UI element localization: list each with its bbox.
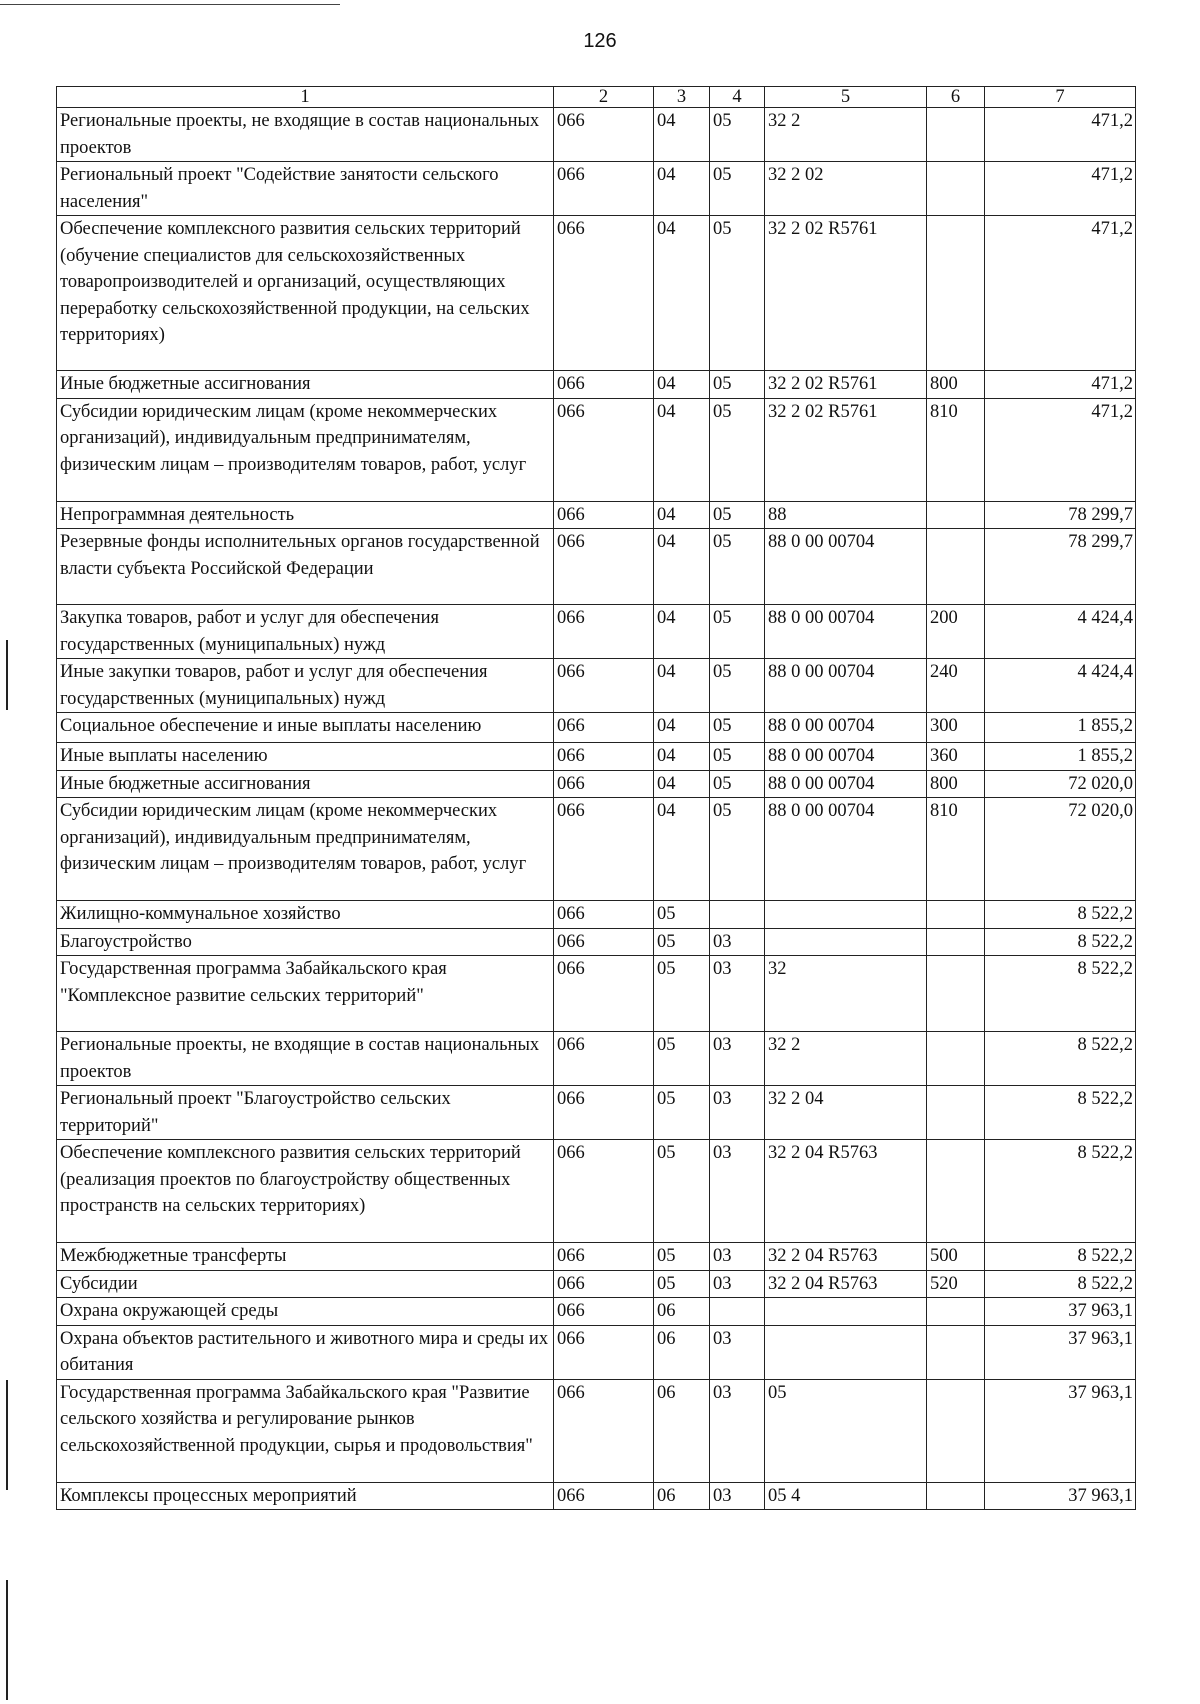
row-name: Благоустройство bbox=[57, 928, 554, 956]
row-code-target: 88 0 00 00704 bbox=[765, 713, 927, 743]
row-code-admin: 066 bbox=[554, 1325, 654, 1379]
row-code-target: 32 2 02 R5761 bbox=[765, 371, 927, 399]
table-row bbox=[57, 529, 1136, 605]
row-code-target: 88 0 00 00704 bbox=[765, 605, 927, 659]
column-header: 1 bbox=[57, 87, 554, 108]
row-code-section: 04 bbox=[654, 108, 710, 162]
row-amount: 8 522,2 bbox=[985, 1140, 1136, 1243]
row-amount: 8 522,2 bbox=[985, 956, 1136, 1032]
row-code-subsection: 05 bbox=[710, 216, 765, 371]
row-name: Региональный проект "Содействие занятости сельского населения" bbox=[57, 162, 554, 216]
row-code-expense-type bbox=[927, 1298, 985, 1326]
row-code-admin: 066 bbox=[554, 398, 654, 501]
column-header: 2 bbox=[554, 87, 654, 108]
table-row bbox=[57, 108, 1136, 162]
row-code-subsection: 03 bbox=[710, 1243, 765, 1271]
row-code-expense-type: 500 bbox=[927, 1243, 985, 1271]
row-code-section: 04 bbox=[654, 659, 710, 713]
row-code-section: 04 bbox=[654, 398, 710, 501]
table-row bbox=[57, 1086, 1136, 1140]
table-row bbox=[57, 162, 1136, 216]
table-row bbox=[57, 928, 1136, 956]
row-code-subsection: 03 bbox=[710, 1379, 765, 1482]
row-code-target: 32 2 04 R5763 bbox=[765, 1140, 927, 1243]
row-code-subsection: 03 bbox=[710, 1032, 765, 1086]
table-row bbox=[57, 798, 1136, 901]
row-name: Обеспечение комплексного развития сельских территорий (реализация проектов по благоустройству общественных пространств на сельских территориях) bbox=[57, 1140, 554, 1243]
row-code-expense-type: 200 bbox=[927, 605, 985, 659]
row-code-subsection: 05 bbox=[710, 770, 765, 798]
row-code-admin: 066 bbox=[554, 501, 654, 529]
row-code-expense-type bbox=[927, 901, 985, 929]
row-code-admin: 066 bbox=[554, 713, 654, 743]
row-code-target: 32 2 02 bbox=[765, 162, 927, 216]
row-code-expense-type bbox=[927, 1482, 985, 1510]
row-code-target: 32 2 bbox=[765, 108, 927, 162]
row-code-target: 32 2 02 R5761 bbox=[765, 216, 927, 371]
row-code-section: 06 bbox=[654, 1298, 710, 1326]
row-code-admin: 066 bbox=[554, 108, 654, 162]
row-amount: 471,2 bbox=[985, 162, 1136, 216]
row-code-target: 88 bbox=[765, 501, 927, 529]
table-body bbox=[57, 108, 1136, 1510]
table-row bbox=[57, 956, 1136, 1032]
row-code-admin: 066 bbox=[554, 659, 654, 713]
table-row bbox=[57, 216, 1136, 371]
row-code-subsection: 05 bbox=[710, 713, 765, 743]
row-amount: 37 963,1 bbox=[985, 1298, 1136, 1326]
row-code-section: 05 bbox=[654, 1032, 710, 1086]
row-name: Комплексы процессных мероприятий bbox=[57, 1482, 554, 1510]
page-number: 126 bbox=[583, 30, 617, 52]
row-code-target bbox=[765, 901, 927, 929]
row-amount: 1 855,2 bbox=[985, 743, 1136, 771]
row-code-expense-type bbox=[927, 1140, 985, 1243]
row-code-subsection: 03 bbox=[710, 1140, 765, 1243]
row-code-section: 04 bbox=[654, 605, 710, 659]
row-name: Субсидии юридическим лицам (кроме некоммерческих организаций), индивидуальным предпринимателям, физическим лицам – производителям товаров, работ, услуг bbox=[57, 798, 554, 901]
row-code-admin: 066 bbox=[554, 529, 654, 605]
row-code-section: 05 bbox=[654, 956, 710, 1032]
row-code-subsection: 05 bbox=[710, 371, 765, 399]
column-header: 5 bbox=[765, 87, 927, 108]
row-amount: 8 522,2 bbox=[985, 1270, 1136, 1298]
row-code-subsection: 05 bbox=[710, 529, 765, 605]
row-name: Региональные проекты, не входящие в состав национальных проектов bbox=[57, 1032, 554, 1086]
row-amount: 8 522,2 bbox=[985, 901, 1136, 929]
row-code-expense-type: 800 bbox=[927, 371, 985, 399]
row-code-subsection: 03 bbox=[710, 1270, 765, 1298]
row-code-admin: 066 bbox=[554, 770, 654, 798]
row-code-target: 05 bbox=[765, 1379, 927, 1482]
row-code-admin: 066 bbox=[554, 605, 654, 659]
row-code-subsection: 05 bbox=[710, 501, 765, 529]
row-name: Субсидии юридическим лицам (кроме некоммерческих организаций), индивидуальным предпринимателям, физическим лицам – производителям товаров, работ, услуг bbox=[57, 398, 554, 501]
row-name: Закупка товаров, работ и услуг для обеспечения государственных (муниципальных) нужд bbox=[57, 605, 554, 659]
row-name: Охрана объектов растительного и животного мира и среды их обитания bbox=[57, 1325, 554, 1379]
row-amount: 78 299,7 bbox=[985, 529, 1136, 605]
row-code-admin: 066 bbox=[554, 162, 654, 216]
row-code-target bbox=[765, 928, 927, 956]
row-code-expense-type: 520 bbox=[927, 1270, 985, 1298]
row-code-subsection: 03 bbox=[710, 1482, 765, 1510]
row-name: Субсидии bbox=[57, 1270, 554, 1298]
row-name: Обеспечение комплексного развития сельских территорий (обучение специалистов для сельскохозяйственных товаропроизводителей и организаций, осуществляющих переработку сельскохозяйственной продукции, на сельских территориях) bbox=[57, 216, 554, 371]
row-code-admin: 066 bbox=[554, 1086, 654, 1140]
row-code-expense-type: 800 bbox=[927, 770, 985, 798]
row-code-subsection bbox=[710, 1298, 765, 1326]
row-code-admin: 066 bbox=[554, 901, 654, 929]
row-code-target: 32 2 04 R5763 bbox=[765, 1270, 927, 1298]
table-row bbox=[57, 1298, 1136, 1326]
column-header: 7 bbox=[985, 87, 1136, 108]
budget-table bbox=[56, 86, 1136, 1510]
row-code-section: 04 bbox=[654, 216, 710, 371]
row-code-target bbox=[765, 1298, 927, 1326]
row-code-target: 32 bbox=[765, 956, 927, 1032]
row-amount: 471,2 bbox=[985, 371, 1136, 399]
row-code-subsection: 03 bbox=[710, 956, 765, 1032]
row-name: Иные закупки товаров, работ и услуг для обеспечения государственных (муниципальных) нужд bbox=[57, 659, 554, 713]
row-amount: 471,2 bbox=[985, 398, 1136, 501]
row-code-target: 32 2 04 bbox=[765, 1086, 927, 1140]
row-code-subsection: 05 bbox=[710, 659, 765, 713]
row-name: Иные бюджетные ассигнования bbox=[57, 770, 554, 798]
column-header: 3 bbox=[654, 87, 710, 108]
row-amount: 37 963,1 bbox=[985, 1379, 1136, 1482]
row-code-target: 88 0 00 00704 bbox=[765, 659, 927, 713]
row-code-admin: 066 bbox=[554, 798, 654, 901]
row-code-admin: 066 bbox=[554, 1140, 654, 1243]
row-code-section: 04 bbox=[654, 770, 710, 798]
row-amount: 37 963,1 bbox=[985, 1482, 1136, 1510]
top-border-line bbox=[0, 4, 340, 5]
row-code-subsection: 05 bbox=[710, 798, 765, 901]
row-code-expense-type bbox=[927, 501, 985, 529]
row-amount: 8 522,2 bbox=[985, 1032, 1136, 1086]
row-code-subsection: 05 bbox=[710, 162, 765, 216]
row-code-admin: 066 bbox=[554, 1298, 654, 1326]
row-code-admin: 066 bbox=[554, 1243, 654, 1271]
row-code-expense-type bbox=[927, 216, 985, 371]
row-name: Межбюджетные трансферты bbox=[57, 1243, 554, 1271]
table-header-row bbox=[57, 87, 1136, 108]
row-code-admin: 066 bbox=[554, 743, 654, 771]
row-amount: 4 424,4 bbox=[985, 659, 1136, 713]
row-code-subsection: 05 bbox=[710, 398, 765, 501]
row-code-section: 06 bbox=[654, 1325, 710, 1379]
row-code-section: 06 bbox=[654, 1482, 710, 1510]
row-code-target bbox=[765, 1325, 927, 1379]
row-name: Непрограммная деятельность bbox=[57, 501, 554, 529]
table-row bbox=[57, 659, 1136, 713]
table-row bbox=[57, 605, 1136, 659]
column-header: 4 bbox=[710, 87, 765, 108]
row-code-admin: 066 bbox=[554, 1379, 654, 1482]
row-amount: 72 020,0 bbox=[985, 770, 1136, 798]
scan-margin-line bbox=[6, 640, 8, 710]
row-code-section: 04 bbox=[654, 798, 710, 901]
row-name: Государственная программа Забайкальского края "Комплексное развитие сельских территорий" bbox=[57, 956, 554, 1032]
row-code-target: 32 2 04 R5763 bbox=[765, 1243, 927, 1271]
row-code-expense-type bbox=[927, 529, 985, 605]
row-code-subsection: 03 bbox=[710, 1325, 765, 1379]
row-code-expense-type: 360 bbox=[927, 743, 985, 771]
scan-margin-line bbox=[6, 1380, 8, 1490]
row-code-target: 88 0 00 00704 bbox=[765, 798, 927, 901]
row-code-expense-type bbox=[927, 108, 985, 162]
row-code-expense-type bbox=[927, 956, 985, 1032]
row-code-expense-type: 300 bbox=[927, 713, 985, 743]
row-code-section: 05 bbox=[654, 1243, 710, 1271]
row-amount: 471,2 bbox=[985, 108, 1136, 162]
row-amount: 72 020,0 bbox=[985, 798, 1136, 901]
row-name: Иные выплаты населению bbox=[57, 743, 554, 771]
row-code-section: 04 bbox=[654, 743, 710, 771]
row-code-expense-type bbox=[927, 1086, 985, 1140]
row-code-section: 04 bbox=[654, 501, 710, 529]
row-amount: 1 855,2 bbox=[985, 713, 1136, 743]
row-amount: 37 963,1 bbox=[985, 1325, 1136, 1379]
row-name: Региональные проекты, не входящие в состав национальных проектов bbox=[57, 108, 554, 162]
table-row bbox=[57, 770, 1136, 798]
row-code-target: 32 2 bbox=[765, 1032, 927, 1086]
row-code-section: 05 bbox=[654, 1086, 710, 1140]
row-code-subsection: 03 bbox=[710, 1086, 765, 1140]
row-amount: 4 424,4 bbox=[985, 605, 1136, 659]
row-code-subsection: 05 bbox=[710, 605, 765, 659]
row-amount: 8 522,2 bbox=[985, 928, 1136, 956]
row-code-expense-type: 810 bbox=[927, 798, 985, 901]
row-name: Жилищно-коммунальное хозяйство bbox=[57, 901, 554, 929]
row-code-subsection: 05 bbox=[710, 743, 765, 771]
row-code-expense-type: 240 bbox=[927, 659, 985, 713]
row-code-subsection bbox=[710, 901, 765, 929]
row-code-target: 88 0 00 00704 bbox=[765, 770, 927, 798]
row-code-admin: 066 bbox=[554, 1482, 654, 1510]
row-name: Региональный проект "Благоустройство сельских территорий" bbox=[57, 1086, 554, 1140]
table-row bbox=[57, 1379, 1136, 1482]
row-code-section: 05 bbox=[654, 901, 710, 929]
row-name: Социальное обеспечение и иные выплаты населению bbox=[57, 713, 554, 743]
row-code-expense-type bbox=[927, 928, 985, 956]
row-code-admin: 066 bbox=[554, 371, 654, 399]
row-name: Иные бюджетные ассигнования bbox=[57, 371, 554, 399]
row-code-expense-type: 810 bbox=[927, 398, 985, 501]
row-code-expense-type bbox=[927, 1032, 985, 1086]
table-row bbox=[57, 713, 1136, 743]
row-name: Государственная программа Забайкальского края "Развитие сельского хозяйства и регулирование рынков сельскохозяйственной продукции, сырья и продовольствия" bbox=[57, 1379, 554, 1482]
row-code-target: 05 4 bbox=[765, 1482, 927, 1510]
row-code-target: 32 2 02 R5761 bbox=[765, 398, 927, 501]
row-code-admin: 066 bbox=[554, 928, 654, 956]
row-code-expense-type bbox=[927, 1379, 985, 1482]
row-code-section: 06 bbox=[654, 1379, 710, 1482]
row-code-section: 05 bbox=[654, 928, 710, 956]
row-amount: 471,2 bbox=[985, 216, 1136, 371]
row-code-expense-type bbox=[927, 1325, 985, 1379]
row-name: Охрана окружающей среды bbox=[57, 1298, 554, 1326]
table-row bbox=[57, 901, 1136, 929]
row-code-section: 05 bbox=[654, 1140, 710, 1243]
table-row bbox=[57, 1032, 1136, 1086]
row-code-subsection: 03 bbox=[710, 928, 765, 956]
table-row bbox=[57, 371, 1136, 399]
table-row bbox=[57, 743, 1136, 771]
row-code-section: 04 bbox=[654, 162, 710, 216]
row-code-target: 88 0 00 00704 bbox=[765, 743, 927, 771]
row-name: Резервные фонды исполнительных органов государственной власти субъекта Российской Федерации bbox=[57, 529, 554, 605]
row-code-subsection: 05 bbox=[710, 108, 765, 162]
row-amount: 78 299,7 bbox=[985, 501, 1136, 529]
row-code-section: 04 bbox=[654, 529, 710, 605]
row-code-admin: 066 bbox=[554, 1032, 654, 1086]
row-code-admin: 066 bbox=[554, 956, 654, 1032]
table-row bbox=[57, 1270, 1136, 1298]
row-code-expense-type bbox=[927, 162, 985, 216]
row-code-admin: 066 bbox=[554, 216, 654, 371]
table-row bbox=[57, 1325, 1136, 1379]
table-row bbox=[57, 1243, 1136, 1271]
row-code-target: 88 0 00 00704 bbox=[765, 529, 927, 605]
table-row bbox=[57, 1140, 1136, 1243]
row-code-admin: 066 bbox=[554, 1270, 654, 1298]
scan-margin-line bbox=[6, 1580, 8, 1700]
row-code-section: 04 bbox=[654, 371, 710, 399]
column-header: 6 bbox=[927, 87, 985, 108]
row-amount: 8 522,2 bbox=[985, 1243, 1136, 1271]
row-code-section: 05 bbox=[654, 1270, 710, 1298]
table-row bbox=[57, 398, 1136, 501]
table-row bbox=[57, 501, 1136, 529]
row-amount: 8 522,2 bbox=[985, 1086, 1136, 1140]
row-code-section: 04 bbox=[654, 713, 710, 743]
table-row bbox=[57, 1482, 1136, 1510]
